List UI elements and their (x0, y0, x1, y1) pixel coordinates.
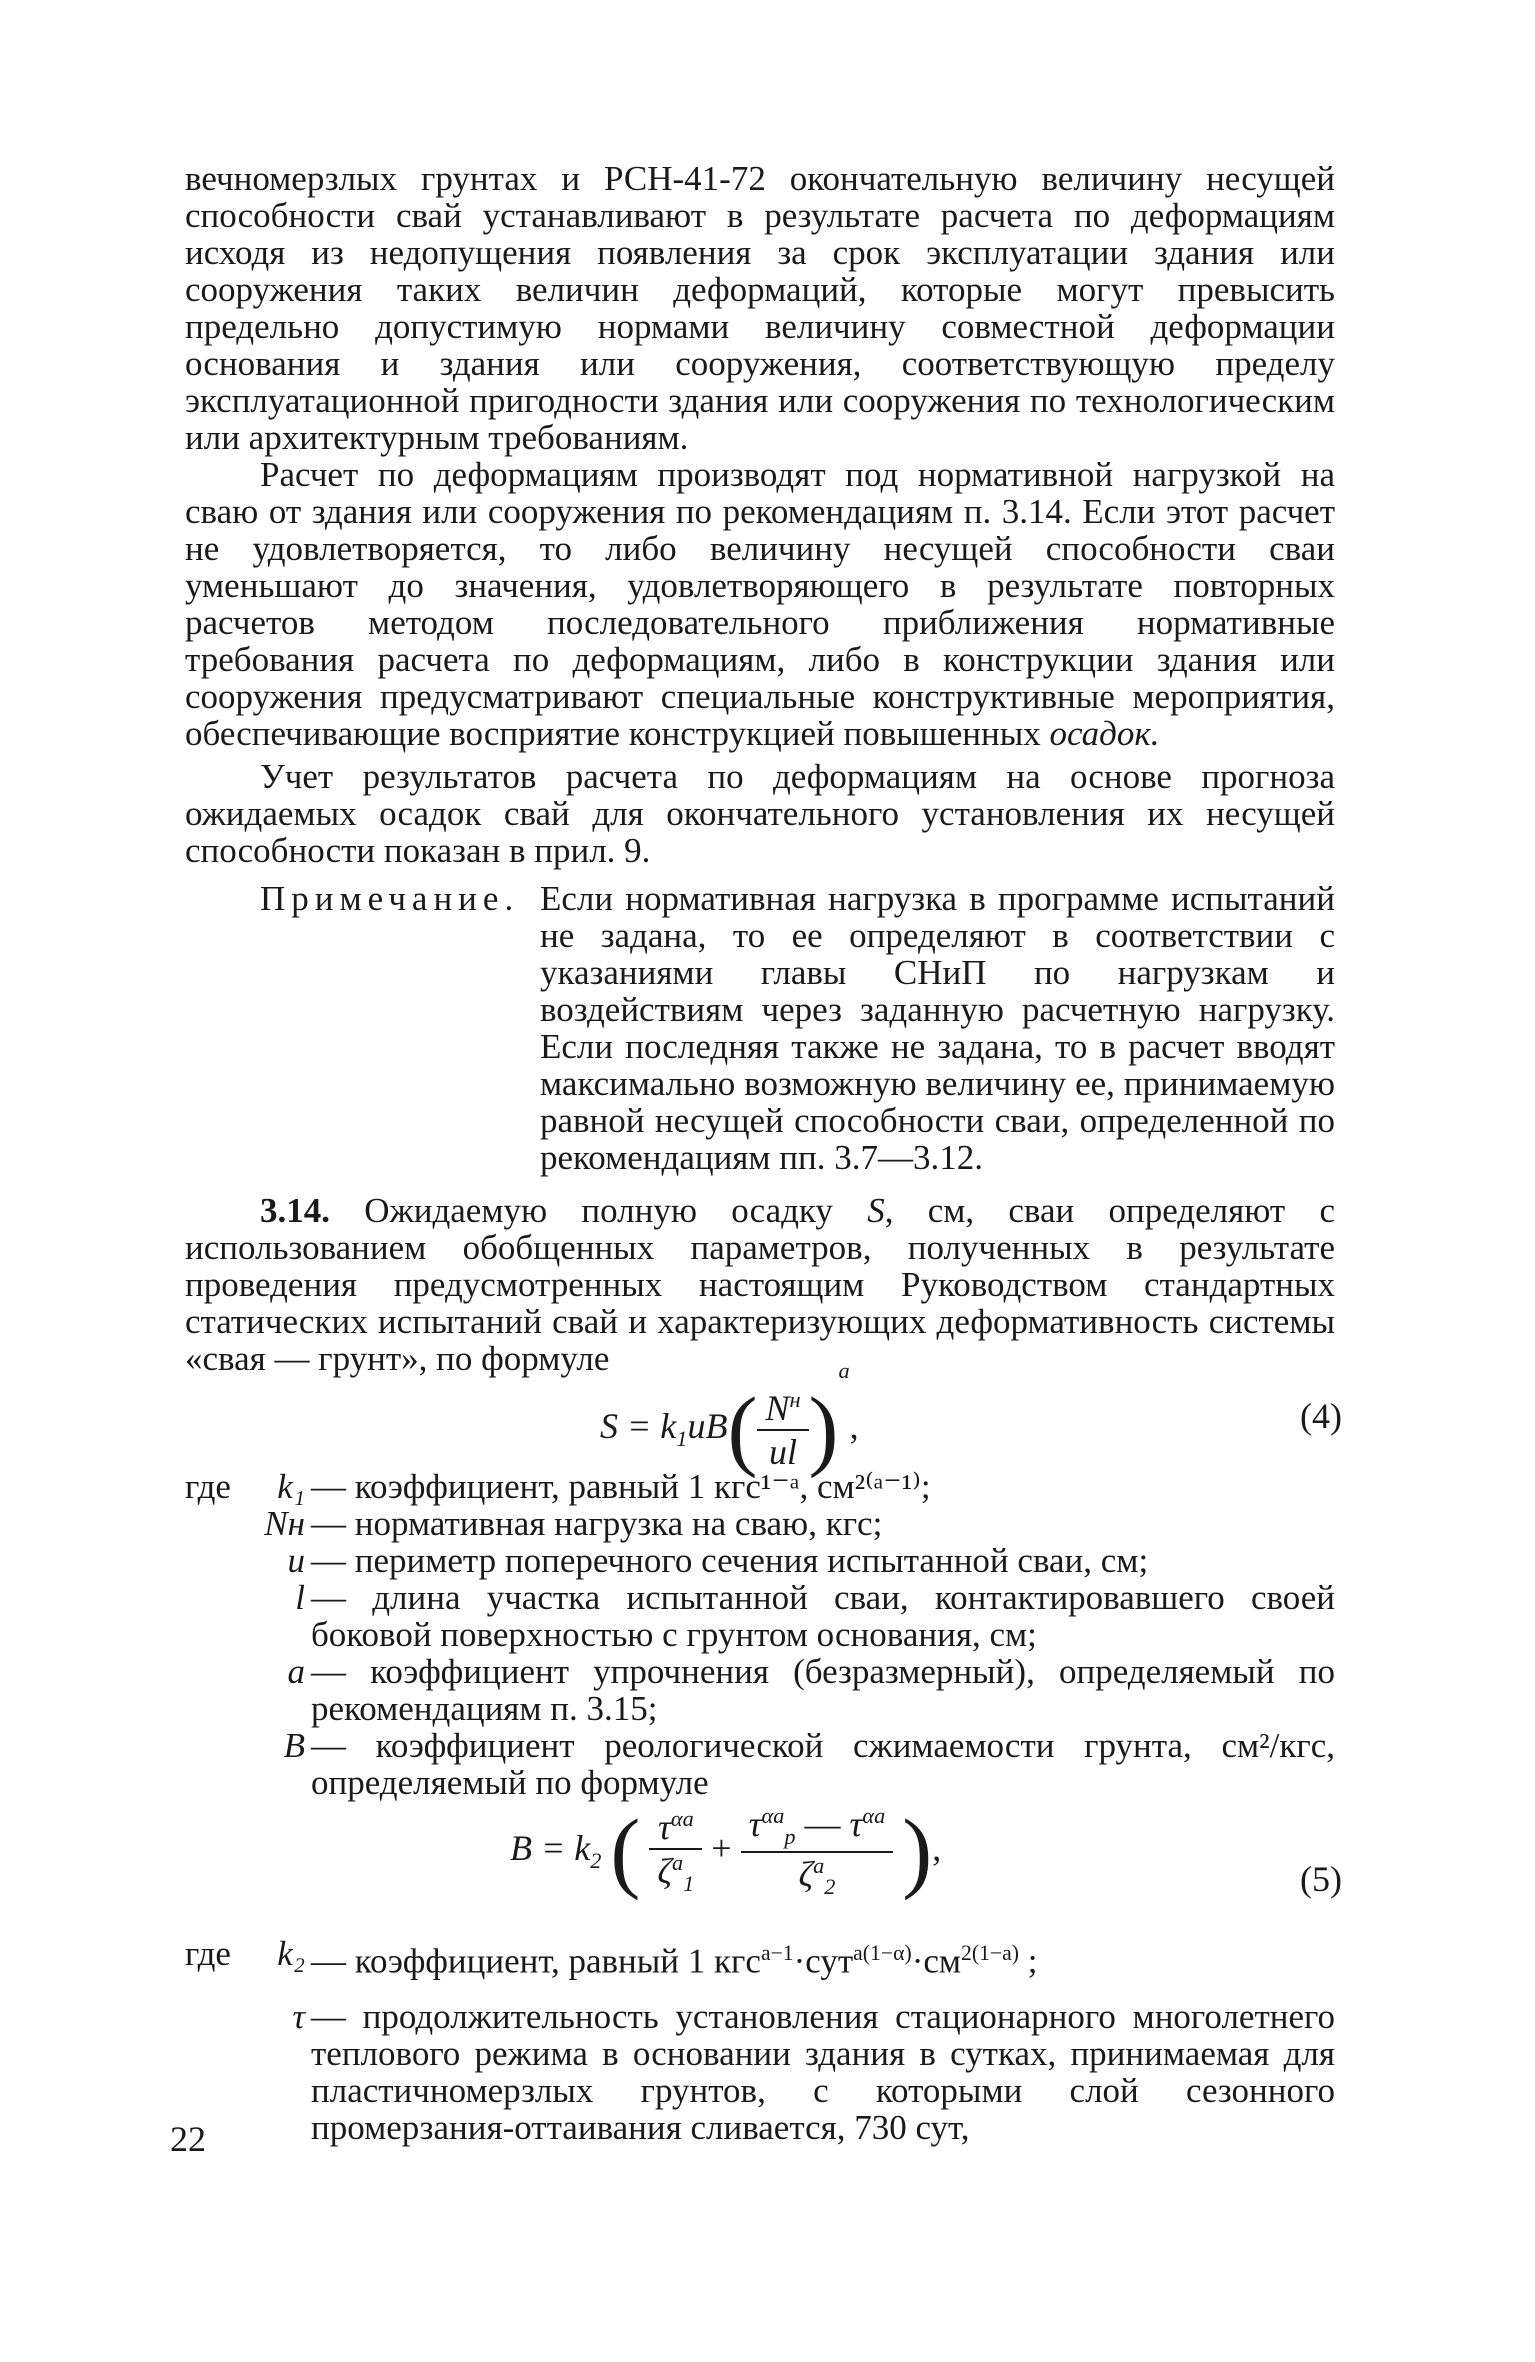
f5-fraction-2 (741, 1803, 894, 1899)
note-block (185, 880, 1335, 1176)
f4-den: ul (768, 1431, 797, 1472)
equation-number-5: (5) (1300, 1859, 1342, 1899)
def-symbol: k₂ (277, 1934, 305, 1973)
word-gde: где (185, 1467, 231, 1506)
def-symbol: τ (292, 1996, 305, 2036)
formula-5: $B = k_2$ ( $\frac{\tau^{\alpha a}}{\zeta^a_1}$ + $\frac{\tau^{\alpha a}_р — \tau^{\alpha a}}{\zeta^a_2}$ ), (510, 1802, 942, 1901)
k2-end: ; (1019, 1941, 1038, 1981)
k2-text: — коэффициент, равный 1 кгс (311, 1941, 761, 1981)
def-symbol: u (287, 1541, 305, 1580)
f5-plus: + (711, 1827, 732, 1868)
f4-power: a (838, 1358, 850, 1383)
body-text-top (185, 160, 1335, 869)
def-text: — периметр поперечного сечения испытанной сваи, см; (311, 1541, 1149, 1580)
section-text-a: Ожидаемую полную осадку (330, 1191, 868, 1230)
def-symbol: l (295, 1578, 305, 1617)
f5-t2-den-sup: a (813, 1852, 825, 1878)
def-text: — коэффициент реологической сжимаемости грунта, см²/кгс, определяемый по формуле (311, 1726, 1335, 1802)
f4-lhs: S = k (600, 1406, 677, 1446)
equation-number-4: (4) (1300, 1396, 1342, 1436)
k2-exp1: a−1 (760, 1941, 794, 1965)
def-row (185, 1727, 1335, 1801)
f5-lhs-sub: 2 (590, 1847, 602, 1873)
def-text: — коэффициент упрочнения (безразмерный), определяемый по рекомендациям п. 3.15; (311, 1652, 1335, 1728)
f5-t1-den-sup: a (671, 1849, 684, 1875)
def-symbol: a (287, 1652, 305, 1691)
k2-mid2: ·см (911, 1941, 962, 1981)
f4-num-sup: н (789, 1386, 801, 1412)
def-row (185, 1505, 1335, 1542)
f5-t2-a-sup: αa (761, 1803, 785, 1829)
def-symbol: k₁ (277, 1467, 305, 1506)
f4-num: N (765, 1387, 790, 1428)
def-symbol: Nн (264, 1504, 305, 1543)
section-text-b: , см, сваи определяют с использованием обобщенных параметров, полученных в результате проведения предусмотренных настоящим Руководством стандартных статических испытаний свай и характеризующих деформативность системы «свая — грунт», по формуле (185, 1191, 1335, 1378)
paragraph-2-text: Расчет по деформациям производят под нормативной нагрузкой на сваю от здания или сооружения по рекомендациям п. 3.14. Если этот расчет не удовлетворяется, то либо величину несущей способности сваи уменьшают до значения, удовлетворяющего в результате повторных расчетов методом последовательного приближения нормативные требования расчета по деформациям, либо в конструкции здания или сооружения предусматривают специальные конструктивные мероприятия, обеспечивающие восприятие конструкцией повышенных (185, 455, 1335, 753)
f5-t2-b-sup: αa (862, 1803, 886, 1829)
f5-t2-den: ζ (798, 1853, 814, 1894)
definitions-4 (185, 1468, 1335, 1801)
def-text: — продолжительность установления стационарного многолетнего теплового режима в основании здания в сутках, принимаемая для пластичномерзлых грунтов, с которыми слой сезонного промерзания-оттаивания сливается, 730 сут, (311, 1996, 1335, 2147)
page-number: 22 (170, 2119, 206, 2159)
paragraph-2 (185, 456, 1335, 752)
def-row (185, 1468, 1335, 1505)
def-row-k2 (185, 1935, 1335, 1980)
section-number: 3.14. (260, 1191, 330, 1230)
paragraph-1: вечномерзлых грунтах и РСН-41-72 окончательную величину несущей способности свай устанавливают в результате расчета по деформациям исходя из недопущения появления за срок эксплуатации здания или сооружения таких величин деформаций, которые могут превысить предельно допустимую нормами величину совместной деформации основания и здания или сооружения, соответствующую пределу эксплуатационной пригодности здания или сооружения по технологическим или архитектурным требованиям. (185, 159, 1335, 457)
f4-lhs-sub: 1 (676, 1426, 688, 1452)
def-row (185, 1542, 1335, 1579)
section-3-14 (185, 1192, 1335, 1377)
def-text: — коэффициент, равный 1 кгс¹⁻ᵃ, см²⁽ᵃ⁻¹⁾; (311, 1467, 931, 1506)
k2-exp3: 2(1−a) (961, 1941, 1020, 1965)
note-text: Если нормативная нагрузка в программе испытаний не задана, то ее определяют в соответствии с указаниями главы СНиП по нагрузкам и воздействиям через заданную расчетную нагрузку. Если последняя также не задана, то в расчет вводят максимально возможную величину ее, принимаемую равной несущей способности сваи, определенной по рекомендациям пп. 3.7—3.12. (540, 879, 1335, 1177)
def-text (311, 1935, 1335, 1980)
k2-exp2: a(1−α) (853, 1941, 912, 1965)
note-label: Примечание. (260, 879, 520, 918)
formula-4: $S = k_1uB$( $\frac{N^н}{ul}$ )$^a$, (600, 1358, 859, 1480)
f4-fraction (757, 1387, 808, 1473)
f5-t2-den-sub: 2 (824, 1873, 836, 1899)
f5-t1-den: ζ (657, 1850, 672, 1891)
def-text: — длина участка испытанной сваи, контактировавшего своей боковой поверхностью с грунтом основания, см; (311, 1578, 1335, 1654)
paragraph-3: Учет результатов расчета по деформациям на основе прогноза ожидаемых осадок свай для окончательного установления их несущей способности показан в прил. 9. (185, 757, 1335, 870)
f5-t1-num-sup: αa (670, 1805, 694, 1831)
word-gde: где (185, 1934, 231, 1973)
f5-lhs: B = k (510, 1827, 591, 1868)
f5-t1-num: τ (657, 1806, 671, 1847)
def-text: — нормативная нагрузка на сваю, кгс; (311, 1504, 883, 1543)
f4-lhs-rest: uB (687, 1406, 728, 1446)
f5-fraction-1 (649, 1806, 702, 1897)
section-s-symbol: S (867, 1191, 885, 1230)
f5-t1-den-sub: 1 (683, 1871, 695, 1897)
f5-t2-b: τ (849, 1804, 863, 1845)
definitions-5 (185, 1935, 1335, 2146)
f5-t2-a: τ (748, 1804, 762, 1845)
paragraph-2-italic: осадок. (1049, 714, 1160, 753)
f5-minus: — (795, 1804, 850, 1845)
def-symbol: B (283, 1726, 305, 1765)
def-row (185, 1579, 1335, 1653)
f5-t2-a-sub: р (784, 1824, 796, 1850)
def-row (185, 1653, 1335, 1727)
k2-mid: ·сут (793, 1941, 854, 1981)
def-row-tau (185, 1998, 1335, 2146)
